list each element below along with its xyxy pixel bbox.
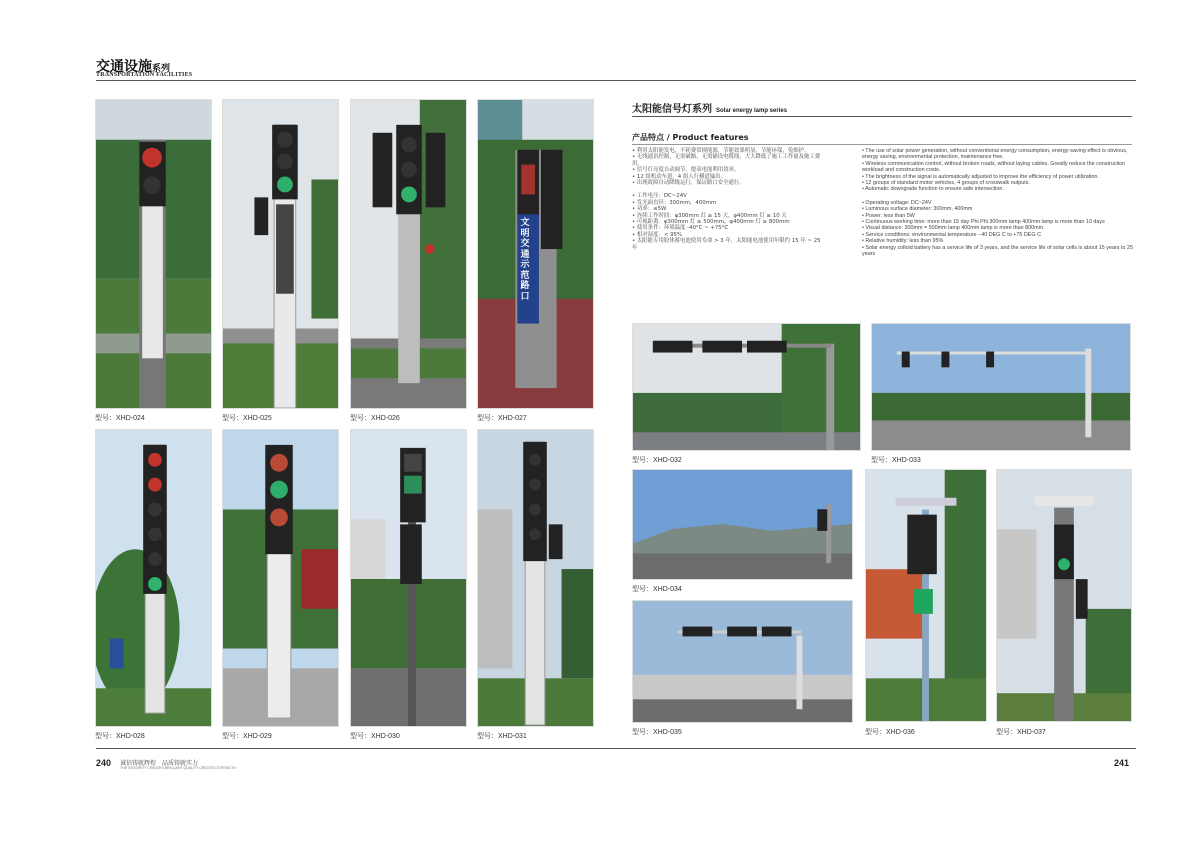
caption-xhd-031: 型号：XHD-031: [477, 733, 527, 740]
caption-xhd-036: 型号：XHD-036: [865, 729, 915, 736]
demo-intersection-sign: 文明交通示范路口: [520, 218, 530, 302]
caption-xhd-029: 型号：XHD-029: [222, 733, 272, 740]
footer-rule: [96, 748, 1136, 749]
features-en-column: • The use of solar power generation, without conventional energy consumption, energy-saving effect is obvious, energy saving, environmental protection, maintenance free. • Wireless communication control, without broken roads, without laying cables. Greatly reduce the construction workload and construction costs. • The brightness of the signal is automatically adjusted to improve the efficiency of power utilization. • 12 groups of standard motor vehicles, 4 groups of crosswalk outputs. • Automatic downgrade function to ensure safe intersection. • Operating voltage: DC~24V • Luminous surface diameter: 300mm, 400mm • Power: less than 5W • Continuous working time: more than 15 day Phi Phi 300mm lamp 400mm lamp is more than 10 days • Visual distance: 300mm = 500mm lamp 400mm lamp is more than 800mm. • Service conditions: environmental temperature −40 DEG C to +75 DEG C • Relative humidity: less than 95% • Solar energy colloid battery has a service life of 3 years, and the service life of solar cells is about 15 years to 25 years: [862, 148, 1133, 258]
product-photo-xhd-030: [350, 429, 467, 727]
product-photo-xhd-025: [222, 99, 339, 409]
product-photo-xhd-035: [632, 600, 853, 723]
right-page-number: 241: [1114, 758, 1130, 768]
product-photo-xhd-029: [222, 429, 339, 727]
footer-slogan-en: THE INTEGRITY CREATES BRILLIANT QUALITY CREATES STRENGTH: [120, 766, 236, 770]
product-photo-xhd-037: [996, 469, 1132, 722]
page-subtitle: TRANSPORTATION FACILITIES: [96, 72, 193, 78]
product-photo-xhd-036: [865, 469, 987, 722]
caption-xhd-024: 型号：XHD-024: [95, 415, 145, 422]
section-title: 太阳能信号灯系列 Solar energy lamp series: [632, 104, 788, 115]
header-rule: [96, 80, 1136, 81]
product-photo-xhd-032: [632, 323, 861, 451]
caption-xhd-027: 型号：XHD-027: [477, 415, 527, 422]
page-title: 交通设施系列: [96, 59, 171, 75]
features-rule: [632, 144, 1132, 145]
product-photo-xhd-026: [350, 99, 467, 409]
left-page-number: 240: [96, 758, 112, 768]
features-heading: 产品特点 / Product features: [632, 133, 749, 142]
caption-xhd-033: 型号：XHD-033: [871, 457, 921, 464]
product-photo-xhd-028: [95, 429, 212, 727]
caption-xhd-026: 型号：XHD-026: [350, 415, 400, 422]
caption-xhd-025: 型号：XHD-025: [222, 415, 272, 422]
caption-xhd-034: 型号：XHD-034: [632, 586, 682, 593]
caption-xhd-037: 型号：XHD-037: [996, 729, 1046, 736]
caption-xhd-035: 型号：XHD-035: [632, 729, 682, 736]
product-photo-xhd-034: [632, 469, 853, 580]
product-photo-xhd-024: [95, 99, 212, 409]
caption-xhd-030: 型号：XHD-030: [350, 733, 400, 740]
caption-xhd-032: 型号：XHD-032: [632, 457, 682, 464]
section-rule: [632, 116, 1132, 117]
product-photo-xhd-033: [871, 323, 1131, 451]
product-photo-xhd-031: [477, 429, 594, 727]
product-photo-xhd-027: [477, 99, 594, 409]
caption-xhd-028: 型号：XHD-028: [95, 733, 145, 740]
features-cn-column: • 利用太阳能发电，不耗费常规能源，节能效果明显，节能环保，免维护。 • 无线通讯控制，无需破路，无需铺设电缆线，大大降低了施工工作量及施工费用。 • 信号灯亮度自动调节，提高电能利用效率。 • 12 组机动车道，4 组人行横道输出。 • 出现故障自动降级运行，保证路口安全通行。 • 工作电压：DC~24V • 发光面直径：300mm，400mm • 功率：≤5W • 连续工作时间：φ300mm 灯 ≥ 15 天，φ400mm 灯 ≥ 10 天 • 可视距离：φ300mm 灯 ≥ 500mm，φ400mm 灯 ≥ 800mm • 使用条件：环境温度 -40°C ~ +75°C • 相对湿度：< 95% • 太阳能专用胶体蓄电池使用寿命 > 3 年，太阳能电池使用年限约 15 年 ~ 25 年: [632, 148, 821, 251]
footer-slogan: 诚信铸就辉煌 品质铸就实力: [120, 760, 199, 767]
